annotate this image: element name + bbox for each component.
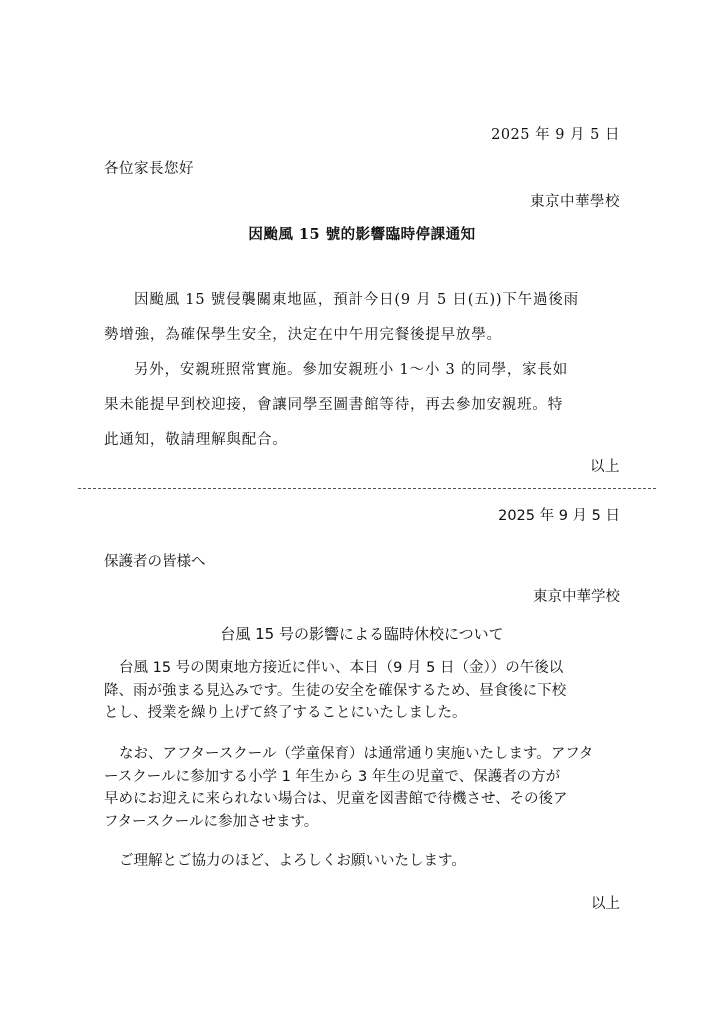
chinese-p2-line: 果未能提早到校迎接，會讓同學至圖書館等待，再去參加安親班。特 xyxy=(104,397,563,413)
japanese-date: 2025 年 9 月 5 日 xyxy=(498,508,620,524)
chinese-title: 因颱風 15 號的影響臨時停課通知 xyxy=(248,226,476,243)
chinese-date: 2025 年 9 月 5 日 xyxy=(491,127,620,143)
japanese-p2-line: ースクールに参加する小学 1 年生から 3 年生の児童で、保護者の方が xyxy=(104,768,561,785)
japanese-title: 台風 15 号の影響による臨時休校について xyxy=(220,625,504,643)
japanese-p2-line: なお、アフタースクール（学童保育）は通常通り実施いたします。アフタ xyxy=(119,746,594,762)
chinese-closing: 以上 xyxy=(590,459,620,475)
chinese-p2-line: 另外，安親班照常實施。參加安親班小 1～小 3 的同學，家長如 xyxy=(134,362,569,378)
japanese-closing: 以上 xyxy=(591,896,620,912)
japanese-p3-line: ご理解とご協力のほど、よろしくお願いいたします。 xyxy=(119,853,466,869)
chinese-sender: 東京中華學校 xyxy=(530,194,620,210)
chinese-paragraph-1 xyxy=(104,283,624,353)
japanese-p1-line: 降、雨が強まる見込みです。生徒の安全を確保するため、昼食後に下校 xyxy=(104,682,567,699)
chinese-paragraph-2 xyxy=(104,353,624,458)
japanese-sender: 東京中華学校 xyxy=(533,589,620,605)
japanese-paragraph-2 xyxy=(104,743,624,833)
japanese-p2-line: フタースクールに参加させます。 xyxy=(104,813,319,830)
japanese-paragraph-1 xyxy=(104,657,624,725)
japanese-p2-line: 早めにお迎えに来られない場合は、児童を図書館で待機させ、その後ア xyxy=(104,791,568,807)
chinese-p1-line: 勢增強，為確保學生安全，決定在中午用完餐後提早放學。 xyxy=(104,327,502,343)
japanese-paragraph-3 xyxy=(104,850,624,873)
japanese-p1-line: 台風 15 号の関東地方接近に伴い、本日（9 月 5 日（金））の午後以 xyxy=(119,660,564,676)
chinese-p2-line: 此通知，敬請理解與配合。 xyxy=(104,432,288,448)
japanese-greeting: 保護者の皆様へ xyxy=(104,554,206,570)
chinese-p1-line: 因颱風 15 號侵襲關東地區，預計今日(9 月 5 日(五))下午過後雨 xyxy=(134,292,579,308)
chinese-greeting: 各位家長您好 xyxy=(104,161,194,177)
japanese-p1-line: とし、授業を繰り上げて終了することにいたしました。 xyxy=(104,705,467,721)
dashed-divider xyxy=(78,488,656,489)
